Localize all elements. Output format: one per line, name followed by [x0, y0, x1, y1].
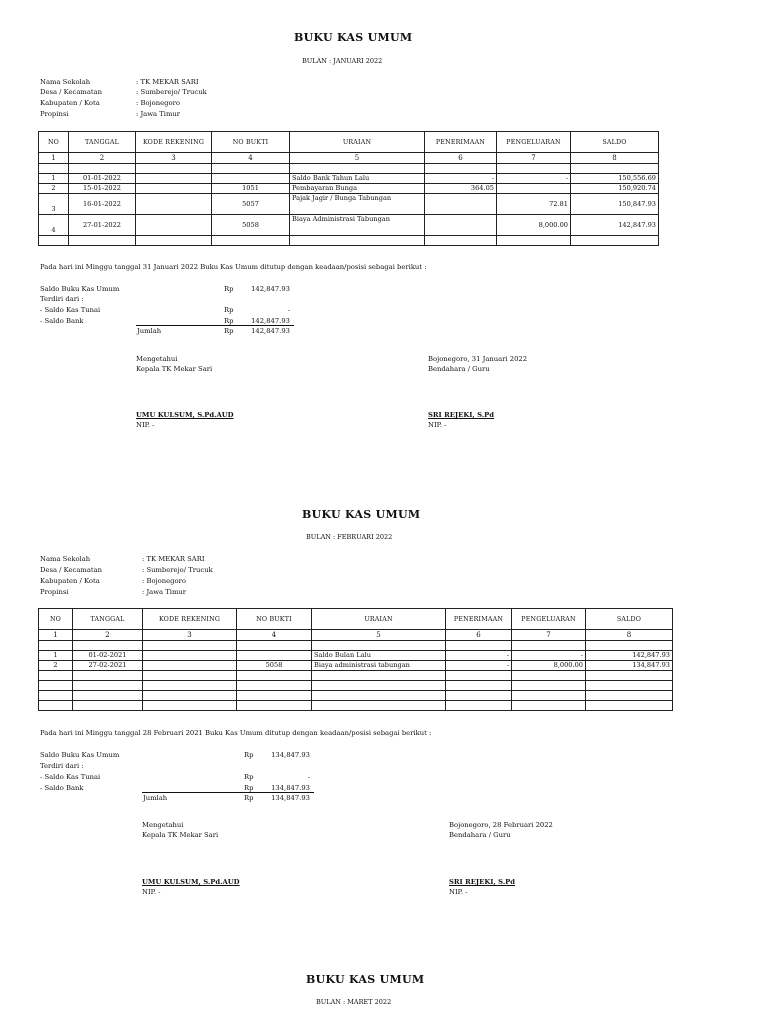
signer-right-nip: NIP. - [449, 888, 468, 896]
col-number: 3 [143, 630, 237, 641]
table-header-row [39, 132, 659, 153]
sign-left-line2: Kepala TK Mekar Sari [136, 365, 213, 373]
cell-saldo: 150,556.69 [571, 174, 659, 184]
tunai-label: - Saldo Kas Tunai [40, 773, 101, 781]
tunai-label: - Saldo Kas Tunai [40, 306, 101, 314]
column-number-row [39, 630, 673, 641]
sign-right-line2: Bendahara / Guru [449, 831, 511, 839]
table-row-empty [39, 681, 673, 691]
saldo-value: 134,847.93 [271, 751, 310, 759]
cell-tanggal: 01-02-2021 [73, 651, 143, 661]
cell-uraian: Pajak Jagir / Bunga Tabungan [290, 194, 425, 215]
cell-kode [136, 184, 212, 194]
cell-pengeluaran: 72.81 [497, 194, 571, 215]
col-header: NO [39, 609, 73, 630]
jumlah-label: Jumlah [143, 794, 168, 802]
cell-uraian: Saldo Bulan Lalu [312, 651, 446, 661]
table-row [39, 651, 673, 661]
column-number-row [39, 153, 659, 164]
cell-kode [136, 215, 212, 236]
cell-saldo: 150,847.93 [571, 194, 659, 215]
cell-tanggal: 16-01-2022 [69, 194, 136, 215]
cell-pengeluaran: 8,000.00 [512, 661, 586, 671]
terdiri-label: Terdiri dari : [40, 295, 84, 303]
cell-no: 3 [39, 194, 69, 215]
info-label: Propinsi [40, 588, 69, 596]
page-title: BUKU KAS UMUM [294, 31, 413, 44]
cell-tanggal: 01-01-2022 [69, 174, 136, 184]
sign-right-line1: Bojonegoro, 28 Februari 2022 [449, 821, 553, 829]
info-label: Nama Sekolah [40, 78, 91, 86]
cell-penerimaan [425, 194, 497, 215]
col-header: NO BUKTI [212, 132, 290, 153]
cell-tanggal: 15-01-2022 [69, 184, 136, 194]
cell-bukti: 5058 [237, 661, 312, 671]
cell-saldo: 142,847.93 [571, 215, 659, 236]
col-number: 3 [136, 153, 212, 164]
info-label: Desa / Kecamatan [40, 566, 103, 574]
info-value: : TK MEKAR SARI [136, 78, 199, 86]
signer-right-name: SRI REJEKI, S.Pd [428, 411, 495, 419]
saldo-label: Saldo Buku Kas Umum [40, 285, 120, 293]
currency-label: Rp [224, 285, 234, 293]
terdiri-label: Terdiri dari : [40, 762, 84, 770]
info-value: : Jawa Timur [136, 110, 181, 118]
bank-label: - Saldo Bank [40, 317, 84, 325]
table-row-empty [39, 236, 659, 246]
info-value: : TK MEKAR SARI [142, 555, 205, 563]
col-header: TANGGAL [69, 132, 136, 153]
tunai-value: - [307, 773, 310, 781]
table-row [39, 194, 659, 215]
cell-bukti: 5057 [212, 194, 290, 215]
page-title: BUKU KAS UMUM [302, 508, 421, 521]
col-number: 5 [312, 630, 446, 641]
currency-label: Rp [224, 327, 234, 335]
cell-pengeluaran: - [512, 651, 586, 661]
cell-saldo: 150,920.74 [571, 184, 659, 194]
cell-penerimaan: 364.05 [425, 184, 497, 194]
cell-bukti [212, 174, 290, 184]
col-header: PENGELUARAN [512, 609, 586, 630]
cell-bukti [237, 651, 312, 661]
col-number: 7 [512, 630, 586, 641]
cell-no: 1 [39, 174, 69, 184]
ledger-table [38, 131, 659, 246]
tunai-value: - [287, 306, 290, 314]
bank-label: - Saldo Bank [40, 784, 84, 792]
ledger-table [38, 608, 673, 711]
sign-left-line2: Kepala TK Mekar Sari [142, 831, 219, 839]
table-row-empty [39, 671, 673, 681]
info-label: Propinsi [40, 110, 69, 118]
currency-label: Rp [224, 306, 234, 314]
cell-penerimaan: - [446, 661, 512, 671]
cell-kode [143, 651, 237, 661]
info-value: : Jawa Timur [142, 588, 187, 596]
col-number: 5 [290, 153, 425, 164]
col-number: 2 [69, 153, 136, 164]
col-number: 2 [73, 630, 143, 641]
cell-kode [136, 174, 212, 184]
cell-kode [136, 194, 212, 215]
table-row [39, 215, 659, 236]
cell-uraian: Pembayaran Bunga [290, 184, 425, 194]
info-value: : Sumberejo/ Trucuk [136, 88, 207, 96]
sign-left-line1: Mengetahui [142, 821, 184, 829]
col-number: 8 [571, 153, 659, 164]
table-row [39, 184, 659, 194]
col-header: KODE REKENING [136, 132, 212, 153]
info-label: Kabupaten / Kota [40, 99, 100, 107]
cell-kode [143, 661, 237, 671]
col-number: 7 [497, 153, 571, 164]
jumlah-value: 134,847.93 [271, 794, 310, 802]
cell-uraian: Saldo Bank Tahun Lalu [290, 174, 425, 184]
bank-value: 134,847.93 [271, 784, 310, 792]
info-label: Kabupaten / Kota [40, 577, 100, 585]
col-header: PENERIMAAN [425, 132, 497, 153]
col-header: KODE REKENING [143, 609, 237, 630]
cell-no: 2 [39, 184, 69, 194]
cell-pengeluaran: 8,000.00 [497, 215, 571, 236]
col-header: PENGELUARAN [497, 132, 571, 153]
table-row-empty [39, 164, 659, 174]
sign-right-line1: Bojonegoro, 31 Januari 2022 [428, 355, 528, 363]
month-label: BULAN : FEBRUARI 2022 [306, 533, 393, 541]
col-number: 4 [237, 630, 312, 641]
cell-saldo: 142,847.93 [586, 651, 673, 661]
cell-bukti: 1051 [212, 184, 290, 194]
table-row [39, 661, 673, 671]
currency-label: Rp [244, 751, 254, 759]
col-header: TANGGAL [73, 609, 143, 630]
info-value: : Sumberejo/ Trucuk [142, 566, 213, 574]
jumlah-label: Jumlah [137, 327, 162, 335]
cell-penerimaan [425, 215, 497, 236]
cell-penerimaan: - [446, 651, 512, 661]
sign-right-line2: Bendahara / Guru [428, 365, 490, 373]
cell-saldo: 134,847.93 [586, 661, 673, 671]
cell-tanggal: 27-01-2022 [69, 215, 136, 236]
cell-uraian: Biaya administrasi tabungan [312, 661, 446, 671]
cell-penerimaan: - [425, 174, 497, 184]
currency-label: Rp [244, 794, 254, 802]
table-header-row [39, 609, 673, 630]
bank-value: 142,847.93 [251, 317, 290, 325]
cell-no: 2 [39, 661, 73, 671]
page-title: BUKU KAS UMUM [306, 973, 425, 986]
col-number: 1 [39, 153, 69, 164]
table-row [39, 174, 659, 184]
col-number: 1 [39, 630, 73, 641]
info-label: Desa / Kecamatan [40, 88, 103, 96]
info-value: : Bojonegoro [142, 577, 186, 585]
col-header: URAIAN [290, 132, 425, 153]
signer-right-nip: NIP. - [428, 421, 447, 429]
saldo-label: Saldo Buku Kas Umum [40, 751, 120, 759]
cell-no: 1 [39, 651, 73, 661]
currency-label: Rp [224, 317, 234, 325]
info-value: : Bojonegoro [136, 99, 180, 107]
col-header: SALDO [586, 609, 673, 630]
col-number: 8 [586, 630, 673, 641]
currency-label: Rp [244, 773, 254, 781]
cell-pengeluaran [497, 184, 571, 194]
col-header: SALDO [571, 132, 659, 153]
signer-left-name: UMU KULSUM, S.Pd.AUD [136, 411, 234, 419]
table-row-empty [39, 701, 673, 711]
signer-left-nip: NIP. - [142, 888, 161, 896]
cell-no: 4 [39, 215, 69, 236]
closing-statement: Pada hari ini Minggu tanggal 31 Januari 2022 Buku Kas Umum ditutup dengan keadaan/posisi sebagai berikut : [40, 263, 427, 271]
signer-left-nip: NIP. - [136, 421, 155, 429]
col-number: 6 [446, 630, 512, 641]
col-number: 6 [425, 153, 497, 164]
closing-statement: Pada hari ini Minggu tanggal 28 Februari 2021 Buku Kas Umum ditutup dengan keadaan/posisi sebagai berikut : [40, 729, 432, 737]
sign-left-line1: Mengetahui [136, 355, 178, 363]
info-label: Nama Sekolah [40, 555, 91, 563]
cell-pengeluaran: - [497, 174, 571, 184]
col-header: NO [39, 132, 69, 153]
jumlah-value: 142,847.93 [251, 327, 290, 335]
col-number: 4 [212, 153, 290, 164]
col-header: NO BUKTI [237, 609, 312, 630]
currency-label: Rp [244, 784, 254, 792]
month-label: BULAN : MARET 2022 [316, 998, 392, 1006]
col-header: URAIAN [312, 609, 446, 630]
table-row-empty [39, 691, 673, 701]
col-header: PENERIMAAN [446, 609, 512, 630]
saldo-value: 142,847.93 [251, 285, 290, 293]
cell-tanggal: 27-02-2021 [73, 661, 143, 671]
month-label: BULAN : JANUARI 2022 [302, 57, 383, 65]
cell-bukti: 5058 [212, 215, 290, 236]
table-row-empty [39, 641, 673, 651]
signer-right-name: SRI REJEKI, S.Pd [449, 878, 516, 886]
cell-uraian: Biaya Administrasi Tabungan [290, 215, 425, 236]
signer-left-name: UMU KULSUM, S.Pd.AUD [142, 878, 240, 886]
